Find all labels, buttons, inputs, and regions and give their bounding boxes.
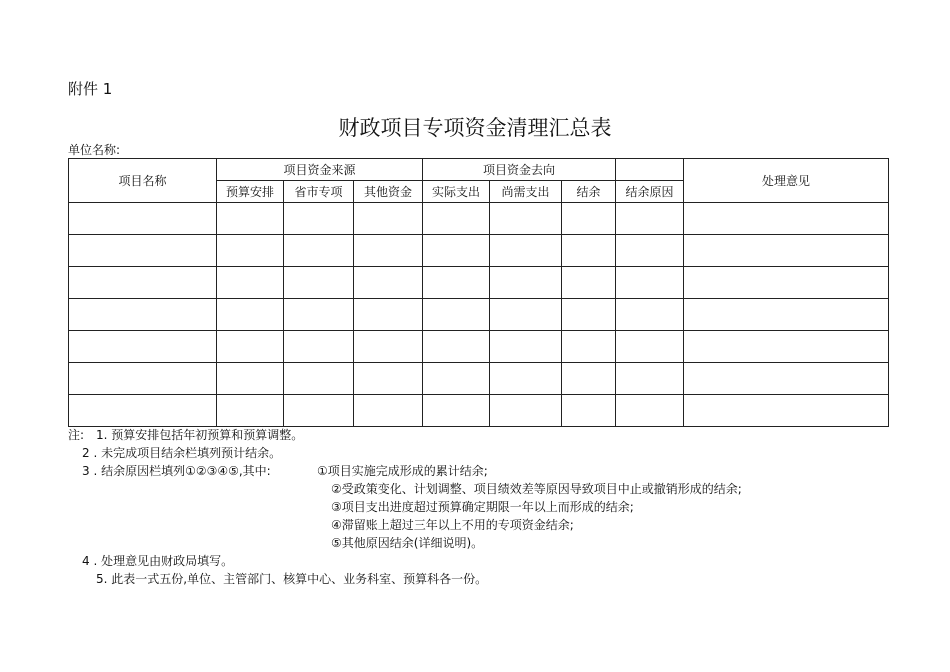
table-cell[interactable] [684,235,889,267]
table-cell[interactable] [562,363,616,395]
table-cell[interactable] [217,267,284,299]
table-cell[interactable] [217,331,284,363]
table-cell[interactable] [616,235,684,267]
table-cell[interactable] [217,395,284,427]
table-cell[interactable] [354,395,423,427]
table-cell[interactable] [69,363,217,395]
table-cell[interactable] [217,299,284,331]
header-budget-arrangement: 预算安排 [217,181,284,203]
header-funding-destination: 项目资金去向 [423,159,616,181]
reason-3: ③项目支出进度超过预算确定期限一年以上而形成的结余; [331,500,634,514]
table-cell[interactable] [354,363,423,395]
table-cell[interactable] [284,235,354,267]
table-row [69,363,889,395]
table-cell[interactable] [616,267,684,299]
table-cell[interactable] [684,203,889,235]
table-cell[interactable] [69,331,217,363]
note-3: 3 . 结余原因栏填列①②③④⑤,其中: [82,464,271,478]
table-cell[interactable] [284,299,354,331]
table-row [69,331,889,363]
summary-table [68,158,889,427]
table-cell[interactable] [684,299,889,331]
notes-prefix: 注: [68,428,85,442]
table-cell[interactable] [284,267,354,299]
table-cell[interactable] [217,235,284,267]
note-2: 2 . 未完成项目结余栏填列预计结余。 [82,446,282,460]
table-cell[interactable] [354,235,423,267]
table-cell[interactable] [423,267,490,299]
table-cell[interactable] [616,203,684,235]
table-cell[interactable] [423,299,490,331]
header-project-name: 项目名称 [69,159,217,203]
table-row [69,299,889,331]
table-cell[interactable] [284,363,354,395]
table-cell[interactable] [284,395,354,427]
table-cell[interactable] [562,203,616,235]
table-cell[interactable] [423,331,490,363]
table-cell[interactable] [490,203,562,235]
table-cell[interactable] [354,203,423,235]
note-5: 5. 此表一式五份,单位、主管部门、核算中心、业务科室、预算科各一份。 [96,572,488,586]
table-cell[interactable] [354,299,423,331]
header-blank-cell [616,159,684,181]
reason-2: ②受政策变化、计划调整、项目绩效差等原因导致项目中止或撤销形成的结余; [331,482,742,496]
table-cell[interactable] [562,395,616,427]
table-cell[interactable] [616,331,684,363]
table-cell[interactable] [217,203,284,235]
table-cell[interactable] [684,395,889,427]
table-cell[interactable] [490,363,562,395]
table-cell[interactable] [69,267,217,299]
table-cell[interactable] [423,363,490,395]
header-pending-expenditure: 尚需支出 [490,181,562,203]
note-4: 4 . 处理意见由财政局填写。 [82,554,234,568]
table-cell[interactable] [562,235,616,267]
header-actual-expenditure: 实际支出 [423,181,490,203]
table-cell[interactable] [69,299,217,331]
table-cell[interactable] [490,395,562,427]
table-cell[interactable] [490,267,562,299]
header-balance: 结余 [562,181,616,203]
table-cell[interactable] [284,331,354,363]
table-cell[interactable] [562,331,616,363]
table-cell[interactable] [684,363,889,395]
reason-4: ④滞留账上超过三年以上不用的专项资金结余; [331,518,574,532]
table-row [69,235,889,267]
table-cell[interactable] [423,235,490,267]
table-row [69,267,889,299]
table-cell[interactable] [490,299,562,331]
unit-name-label: 单位名称: [68,143,121,157]
reason-5: ⑤其他原因结余(详细说明)。 [331,536,484,550]
table-body [69,203,889,427]
table-cell[interactable] [423,203,490,235]
note-1: 1. 预算安排包括年初预算和预算调整。 [96,428,304,442]
attachment-label: 附件 1 [68,80,113,98]
table-cell[interactable] [490,331,562,363]
table-row [69,203,889,235]
table-cell[interactable] [217,363,284,395]
table-cell[interactable] [490,235,562,267]
page-title: 财政项目专项资金清理汇总表 [338,116,612,140]
header-other-funds: 其他资金 [354,181,423,203]
table-cell[interactable] [69,235,217,267]
table-cell[interactable] [684,331,889,363]
table-cell[interactable] [616,363,684,395]
table-cell[interactable] [354,331,423,363]
header-balance-reason: 结余原因 [616,181,684,203]
table-cell[interactable] [616,299,684,331]
table-cell[interactable] [562,267,616,299]
table-cell[interactable] [69,395,217,427]
table-cell[interactable] [562,299,616,331]
table-cell[interactable] [354,267,423,299]
header-handling-opinion: 处理意见 [684,159,889,203]
table-cell[interactable] [616,395,684,427]
table-cell[interactable] [684,267,889,299]
table-cell[interactable] [284,203,354,235]
table-row [69,395,889,427]
header-funding-source: 项目资金来源 [217,159,423,181]
header-row-group [69,159,889,181]
table-cell[interactable] [69,203,217,235]
header-provincial-special: 省市专项 [284,181,354,203]
table-cell[interactable] [423,395,490,427]
reason-1: ①项目实施完成形成的累计结余; [317,464,488,478]
